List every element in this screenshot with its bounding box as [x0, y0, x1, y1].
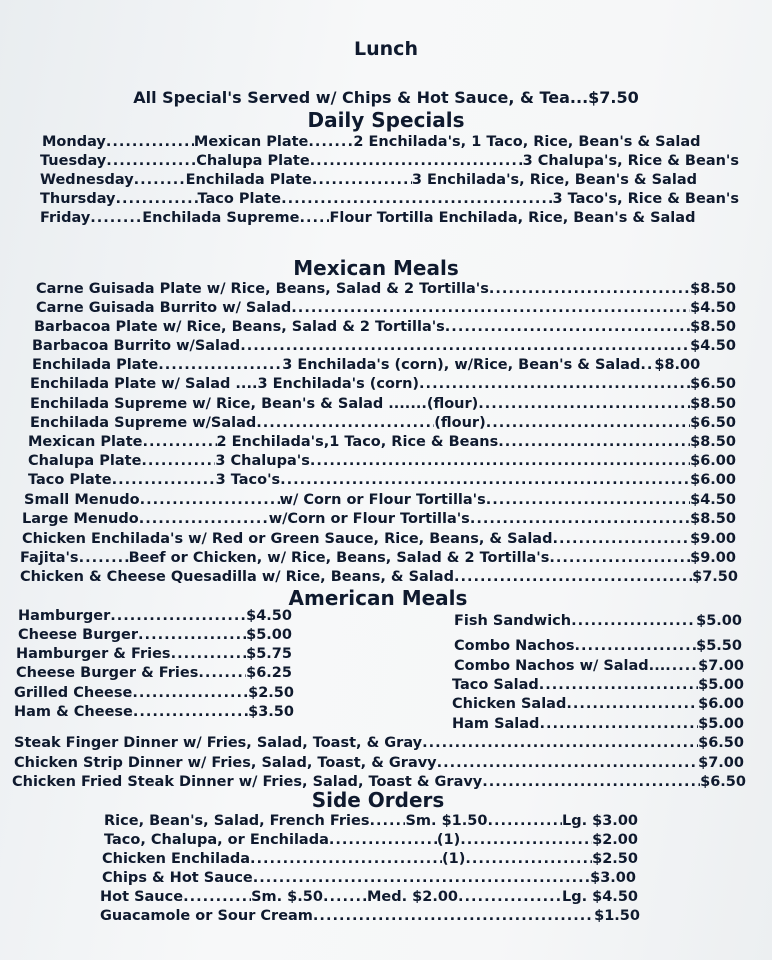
- item-name: Large Menudo: [22, 511, 139, 527]
- item-name: Mexican Plate: [28, 434, 143, 450]
- item-name: Guacamole or Sour Cream: [100, 908, 313, 924]
- item-name: Enchilada Plate w/ Salad ....3 Enchilada's (corn): [30, 376, 420, 392]
- item-name: Ham & Cheese: [14, 704, 133, 720]
- item-detail: w/Corn or Flour Tortilla's: [268, 511, 470, 527]
- item-price: $4.50: [690, 338, 736, 354]
- item-price: $4.50: [246, 608, 292, 624]
- menu-item: [18, 607, 292, 626]
- menu-item: [30, 414, 736, 433]
- item-name: Ham Salad: [452, 716, 540, 732]
- side-item: [102, 869, 636, 888]
- item-price-large: Lg. $4.50: [561, 889, 638, 905]
- menu-item: [28, 452, 736, 471]
- daily-dish: Enchilada Plate: [185, 172, 312, 188]
- daily-row: [40, 209, 737, 228]
- daily-row: [40, 190, 739, 209]
- item-name: Enchilada Plate: [32, 357, 159, 373]
- daily-day: Wednesday: [40, 172, 134, 188]
- item-name: Chicken Enchilada: [102, 851, 251, 867]
- menu-item: [22, 510, 736, 529]
- item-price: $7.00: [698, 658, 744, 674]
- item-price: $7.50: [692, 569, 738, 585]
- item-name: Cheese Burger & Fries: [16, 665, 199, 681]
- menu-item: [14, 734, 744, 753]
- menu-item: [28, 433, 736, 452]
- item-price: $6.00: [690, 472, 736, 488]
- item-price: $5.75: [246, 646, 292, 662]
- item-price: $7.00: [698, 755, 744, 771]
- mexican-meals-heading: Mexican Meals: [293, 256, 459, 280]
- menu-item: [14, 684, 294, 703]
- item-price: $6.50: [690, 415, 736, 431]
- daily-desc: 3 Chalupa's, Rice & Bean's: [522, 153, 739, 169]
- menu-item: [22, 530, 736, 549]
- item-price: $6.00: [698, 696, 744, 712]
- menu-item: [14, 703, 294, 722]
- daily-row: [42, 133, 737, 152]
- menu-item: [30, 395, 736, 414]
- item-price: $8.50: [690, 434, 736, 450]
- side-item: [102, 850, 638, 869]
- item-quantity: (1): [436, 832, 461, 848]
- menu-item: [20, 568, 738, 587]
- item-price: $5.00: [698, 677, 744, 693]
- menu-item: [32, 337, 736, 356]
- daily-dish: Mexican Plate: [193, 134, 309, 150]
- menu-item: [24, 491, 736, 510]
- item-name: Enchilada Supreme w/Salad: [30, 415, 257, 431]
- daily-desc: 3 Taco's, Rice & Bean's: [552, 191, 739, 207]
- item-name: Carne Guisada Burrito w/ Salad: [36, 300, 292, 316]
- daily-day: Thursday: [40, 191, 116, 207]
- item-price: $6.50: [698, 735, 744, 751]
- item-name: Small Menudo: [24, 492, 140, 508]
- side-item: [100, 888, 638, 907]
- item-price: $6.50: [700, 774, 746, 790]
- item-name: Carne Guisada Plate w/ Rice, Beans, Salad & 2 Tortilla's: [36, 281, 489, 297]
- item-quantity: (1): [442, 851, 466, 867]
- item-price: $8.50: [690, 281, 736, 297]
- item-name: Barbacoa Plate w/ Rice, Beans, Salad & 2 Tortilla's: [34, 319, 445, 335]
- menu-item: [36, 299, 736, 318]
- item-price: $2.50: [592, 851, 638, 867]
- item-price: $5.00: [698, 716, 744, 732]
- menu-item: [20, 549, 736, 568]
- item-name: Chips & Hot Sauce: [102, 870, 253, 886]
- item-price: $1.50: [594, 908, 640, 924]
- menu-item: [452, 695, 744, 714]
- item-price: $4.50: [690, 300, 736, 316]
- item-price: $9.00: [690, 550, 736, 566]
- item-price: $5.00: [246, 627, 292, 643]
- menu-item: [16, 645, 292, 664]
- item-name: Hot Sauce: [100, 889, 184, 905]
- side-item: [104, 831, 638, 850]
- daily-dish: Enchilada Supreme: [142, 210, 300, 226]
- item-name: Combo Nachos w/ Salad...: [454, 658, 666, 674]
- item-name: Hamburger & Fries: [16, 646, 171, 662]
- item-name: Taco, Chalupa, or Enchilada: [104, 832, 329, 848]
- menu-item: [14, 754, 744, 773]
- item-name: Cheese Burger: [18, 627, 139, 643]
- item-detail: 3 Enchilada's (corn), w/Rice, Bean's & Salad: [282, 357, 641, 373]
- item-name: Combo Nachos: [454, 638, 575, 654]
- menu-title: Lunch: [354, 38, 418, 60]
- daily-desc: 3 Enchilada's, Rice, Bean's & Salad: [411, 172, 697, 188]
- daily-specials-heading: Daily Specials: [307, 108, 465, 132]
- menu-item: [18, 626, 292, 645]
- item-price: $9.00: [690, 531, 736, 547]
- item-name: Fish Sandwich: [454, 613, 572, 629]
- item-detail: 3 Taco's: [215, 472, 281, 488]
- menu-item: [454, 612, 742, 631]
- menu-item: [32, 356, 738, 375]
- item-price: $5.00: [696, 613, 742, 629]
- item-detail: w/ Corn or Flour Tortilla's: [279, 492, 486, 508]
- item-detail: (flour): [434, 415, 486, 431]
- specials-note: All Special's Served w/ Chips & Hot Sauce, & Tea...$7.50: [133, 88, 639, 107]
- item-detail: 3 Chalupa's: [215, 453, 310, 469]
- item-price: $4.50: [690, 492, 736, 508]
- daily-row: [40, 171, 737, 190]
- item-name: Taco Plate: [28, 472, 112, 488]
- item-detail: 2 Enchilada's,1 Taco, Rice & Beans: [216, 434, 499, 450]
- menu-item: [452, 676, 744, 695]
- american-meals-heading: American Meals: [288, 586, 468, 610]
- item-price: $2.00: [592, 832, 638, 848]
- item-name: Taco Salad: [452, 677, 539, 693]
- item-price-large: Lg. $3.00: [561, 813, 638, 829]
- item-name: Chicken Salad: [452, 696, 567, 712]
- daily-dish: Taco Plate: [197, 191, 282, 207]
- item-name: Grilled Cheese: [14, 685, 133, 701]
- menu-item: [16, 664, 292, 683]
- item-price: $3.00: [590, 870, 636, 886]
- menu-item: [28, 471, 736, 490]
- item-name: Barbacoa Burrito w/Salad: [32, 338, 241, 354]
- daily-desc: Flour Tortilla Enchilada, Rice, Bean's & Salad: [329, 210, 696, 226]
- daily-row: [40, 152, 739, 171]
- daily-day: Monday: [42, 134, 106, 150]
- daily-day: Tuesday: [40, 153, 107, 169]
- item-price: $6.50: [690, 376, 736, 392]
- daily-desc: 2 Enchilada's, 1 Taco, Rice, Bean's & Salad: [353, 134, 701, 150]
- side-orders-heading: Side Orders: [311, 788, 445, 812]
- item-name: Enchilada Supreme w/ Rice, Bean's & Salad .......(flour): [30, 396, 479, 412]
- item-price-medium: Med. $2.00: [366, 889, 459, 905]
- side-item: [100, 907, 640, 926]
- item-price: $8.50: [690, 511, 736, 527]
- item-name: Chicken Strip Dinner w/ Fries, Salad, Toast, & Gravy: [14, 755, 437, 771]
- item-price: $2.50: [248, 685, 294, 701]
- item-name: Hamburger: [18, 608, 111, 624]
- menu-item: [454, 637, 742, 656]
- item-price: $8.00: [654, 357, 701, 373]
- menu-item: [36, 280, 736, 299]
- menu-item: [30, 375, 736, 394]
- item-price-small: Sm. $.50: [251, 889, 323, 905]
- item-name: Chicken & Cheese Quesadilla w/ Rice, Beans, & Salad: [20, 569, 454, 585]
- item-price-small: Sm. $1.50: [405, 813, 488, 829]
- item-price: $8.50: [690, 319, 736, 335]
- item-price: $8.50: [690, 396, 736, 412]
- daily-dish: Chalupa Plate: [196, 153, 310, 169]
- menu-item: [454, 657, 744, 676]
- item-name: Rice, Bean's, Salad, French Fries: [104, 813, 370, 829]
- side-item: [104, 812, 638, 831]
- item-price: $5.50: [696, 638, 742, 654]
- item-name: Fajita's: [20, 550, 79, 566]
- daily-day: Friday: [40, 210, 91, 226]
- item-detail: Beef or Chicken, w/ Rice, Beans, Salad & 2 Tortilla's: [128, 550, 550, 566]
- item-price: $3.50: [248, 704, 294, 720]
- item-name: Chalupa Plate: [28, 453, 142, 469]
- item-price: $6.00: [690, 453, 736, 469]
- item-price: $6.25: [246, 665, 292, 681]
- menu-item: [34, 318, 736, 337]
- item-name: Chicken Enchilada's w/ Red or Green Sauce, Rice, Beans, & Salad: [22, 531, 553, 547]
- item-name: Steak Finger Dinner w/ Fries, Salad, Toast, & Gray: [14, 735, 423, 751]
- item-name: Chicken Fried Steak Dinner w/ Fries, Salad, Toast & Gravy: [12, 774, 483, 790]
- menu-item: [452, 715, 744, 734]
